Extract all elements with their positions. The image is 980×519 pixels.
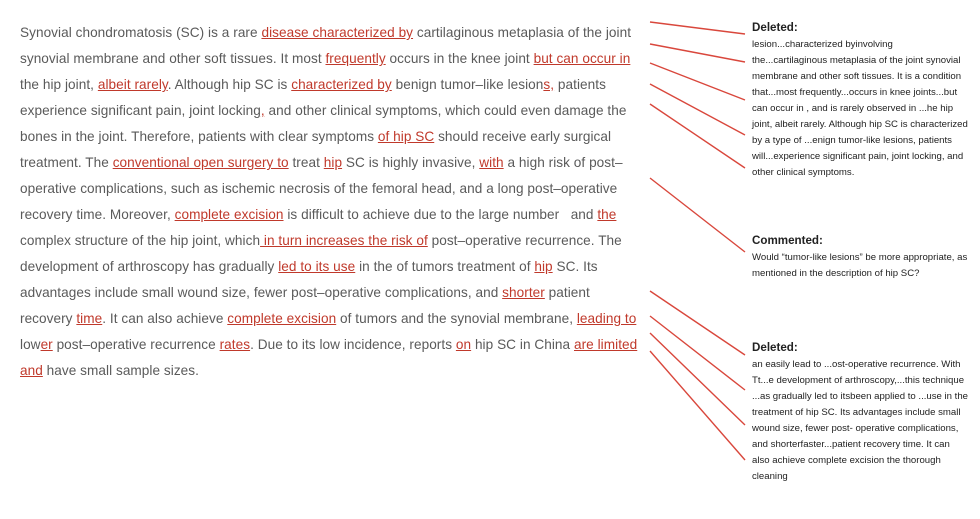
- text-run: Synovial chondromatosis (SC) is a rare: [20, 25, 262, 40]
- inserted-text: conventional open surgery to: [112, 155, 289, 170]
- inserted-text: complete excision: [227, 311, 337, 326]
- text-run: patients experience significant pain, joint locking: [20, 77, 606, 118]
- text-run: a high risk of post–operative complications, such as ischemic necrosis of the femoral head, and a long post–operative recovery time. Moreover,: [20, 155, 623, 222]
- text-run: SC. Its advantages include small wound size, fewer post–operative complications, and: [20, 259, 598, 300]
- text-run: of tumors and the synovial membrane,: [336, 311, 577, 326]
- text-run: have small sample sizes.: [42, 363, 199, 378]
- leader-line: [650, 44, 745, 62]
- comment-text: an easily lead to ...ost-operative recurrence. With Tt...e development of arthroscopy,...this technique ...as gradually led to itsbeen applied to ...use in the treatment of hip SC. Its advantages include small wound size, fewer post- operative complications, and shorterfaster...patient recovery time. It can also achieve complete excision the thorough cleaning: [752, 359, 968, 482]
- comment-text: lesion...characterized byinvolving the...cartilaginous metaplasia of the joint synovial membrane and other soft tissues. It is a condition that...most frequently...occurs in knee joints...but can occur in , and is rarely observed in ...he hip joint, albeit rarely. Although hip SC is characterized by a type of ...enign tumor-like lesions, patients will...experience significant pain, joint locking, and other clinical symptoms.: [752, 39, 968, 178]
- text-run: patient recovery: [20, 285, 590, 326]
- leader-line: [650, 316, 745, 390]
- inserted-text: s,: [543, 77, 555, 92]
- leader-line: [650, 104, 745, 168]
- inserted-text: shorter: [502, 285, 545, 300]
- inserted-text: time: [76, 311, 103, 326]
- comment-title: Deleted:: [752, 21, 798, 34]
- text-run: should receive early surgical treatment. The: [20, 129, 612, 170]
- leaders-comment-3: [650, 291, 745, 460]
- leader-line: [650, 351, 745, 460]
- text-run: cartilaginous metaplasia of the joint synovial membrane and other soft tissues. It most: [20, 25, 632, 66]
- comment-title: Commented:: [752, 234, 823, 247]
- leaders-comment-1: [650, 22, 745, 168]
- text-run: treat: [288, 155, 324, 170]
- leader-line: [650, 178, 745, 252]
- text-run: complex structure of the hip joint, which: [20, 233, 261, 248]
- leader-line: [650, 291, 745, 355]
- inserted-text: of hip SC: [377, 129, 435, 144]
- inserted-text: the: [597, 207, 617, 222]
- document-body[interactable]: [20, 20, 640, 384]
- text-run: post–operative recurrence. The development of arthroscopy has gradually: [20, 233, 622, 274]
- leader-line: [650, 22, 745, 34]
- leader-line: [650, 84, 745, 135]
- inserted-text: are limited and: [20, 337, 638, 378]
- comment-balloon-deleted-2[interactable]: [752, 340, 968, 485]
- text-run: benign tumor–like lesion: [391, 77, 544, 92]
- inserted-text: with: [479, 155, 504, 170]
- text-run: in the of tumors treatment of: [355, 259, 535, 274]
- inserted-text: disease characterized by: [261, 25, 414, 40]
- inserted-text: characterized by: [291, 77, 392, 92]
- inserted-text: rates: [219, 337, 251, 352]
- inserted-text: leading to: [576, 311, 637, 326]
- inserted-text: on: [455, 337, 472, 352]
- text-run: occurs in the knee joint: [385, 51, 534, 66]
- inserted-text: led to its use: [278, 259, 356, 274]
- comment-balloon-commented[interactable]: [752, 233, 968, 282]
- inserted-text: in turn increases the risk of: [260, 233, 428, 248]
- comment-balloon-deleted-1[interactable]: [752, 20, 968, 181]
- inserted-text: hip: [323, 155, 343, 170]
- leader-line: [650, 63, 745, 100]
- text-run: post–operative recurrence: [52, 337, 220, 352]
- inserted-text: but can occur in: [533, 51, 631, 66]
- inserted-text: hip: [534, 259, 553, 274]
- comment-title: Deleted:: [752, 341, 798, 354]
- text-run: low: [20, 337, 41, 352]
- text-run: . It can also achieve: [102, 311, 228, 326]
- comment-text: Would “tumor-like lesions” be more appropriate, as mentioned in the description of hip SC?: [752, 252, 968, 279]
- inserted-text: complete excision: [174, 207, 284, 222]
- text-run: hip SC in China: [471, 337, 574, 352]
- inserted-text: ,: [260, 103, 265, 118]
- inserted-text: frequently: [325, 51, 386, 66]
- text-run: . Due to its low incidence, reports: [250, 337, 456, 352]
- inserted-text: er: [40, 337, 53, 352]
- text-run: is difficult to achieve due to the large number and: [283, 207, 598, 222]
- text-run: and other clinical symptoms, which could even damage the bones in the joint. Therefore, patients with clear symptoms: [20, 103, 627, 144]
- text-run: the hip joint,: [20, 77, 98, 92]
- text-run: . Although hip SC is: [167, 77, 292, 92]
- leaders-comment-2: [650, 178, 745, 252]
- paragraph[interactable]: [20, 20, 640, 384]
- text-run: SC is highly invasive,: [342, 155, 480, 170]
- leader-line: [650, 333, 745, 425]
- inserted-text: albeit rarely: [97, 77, 168, 92]
